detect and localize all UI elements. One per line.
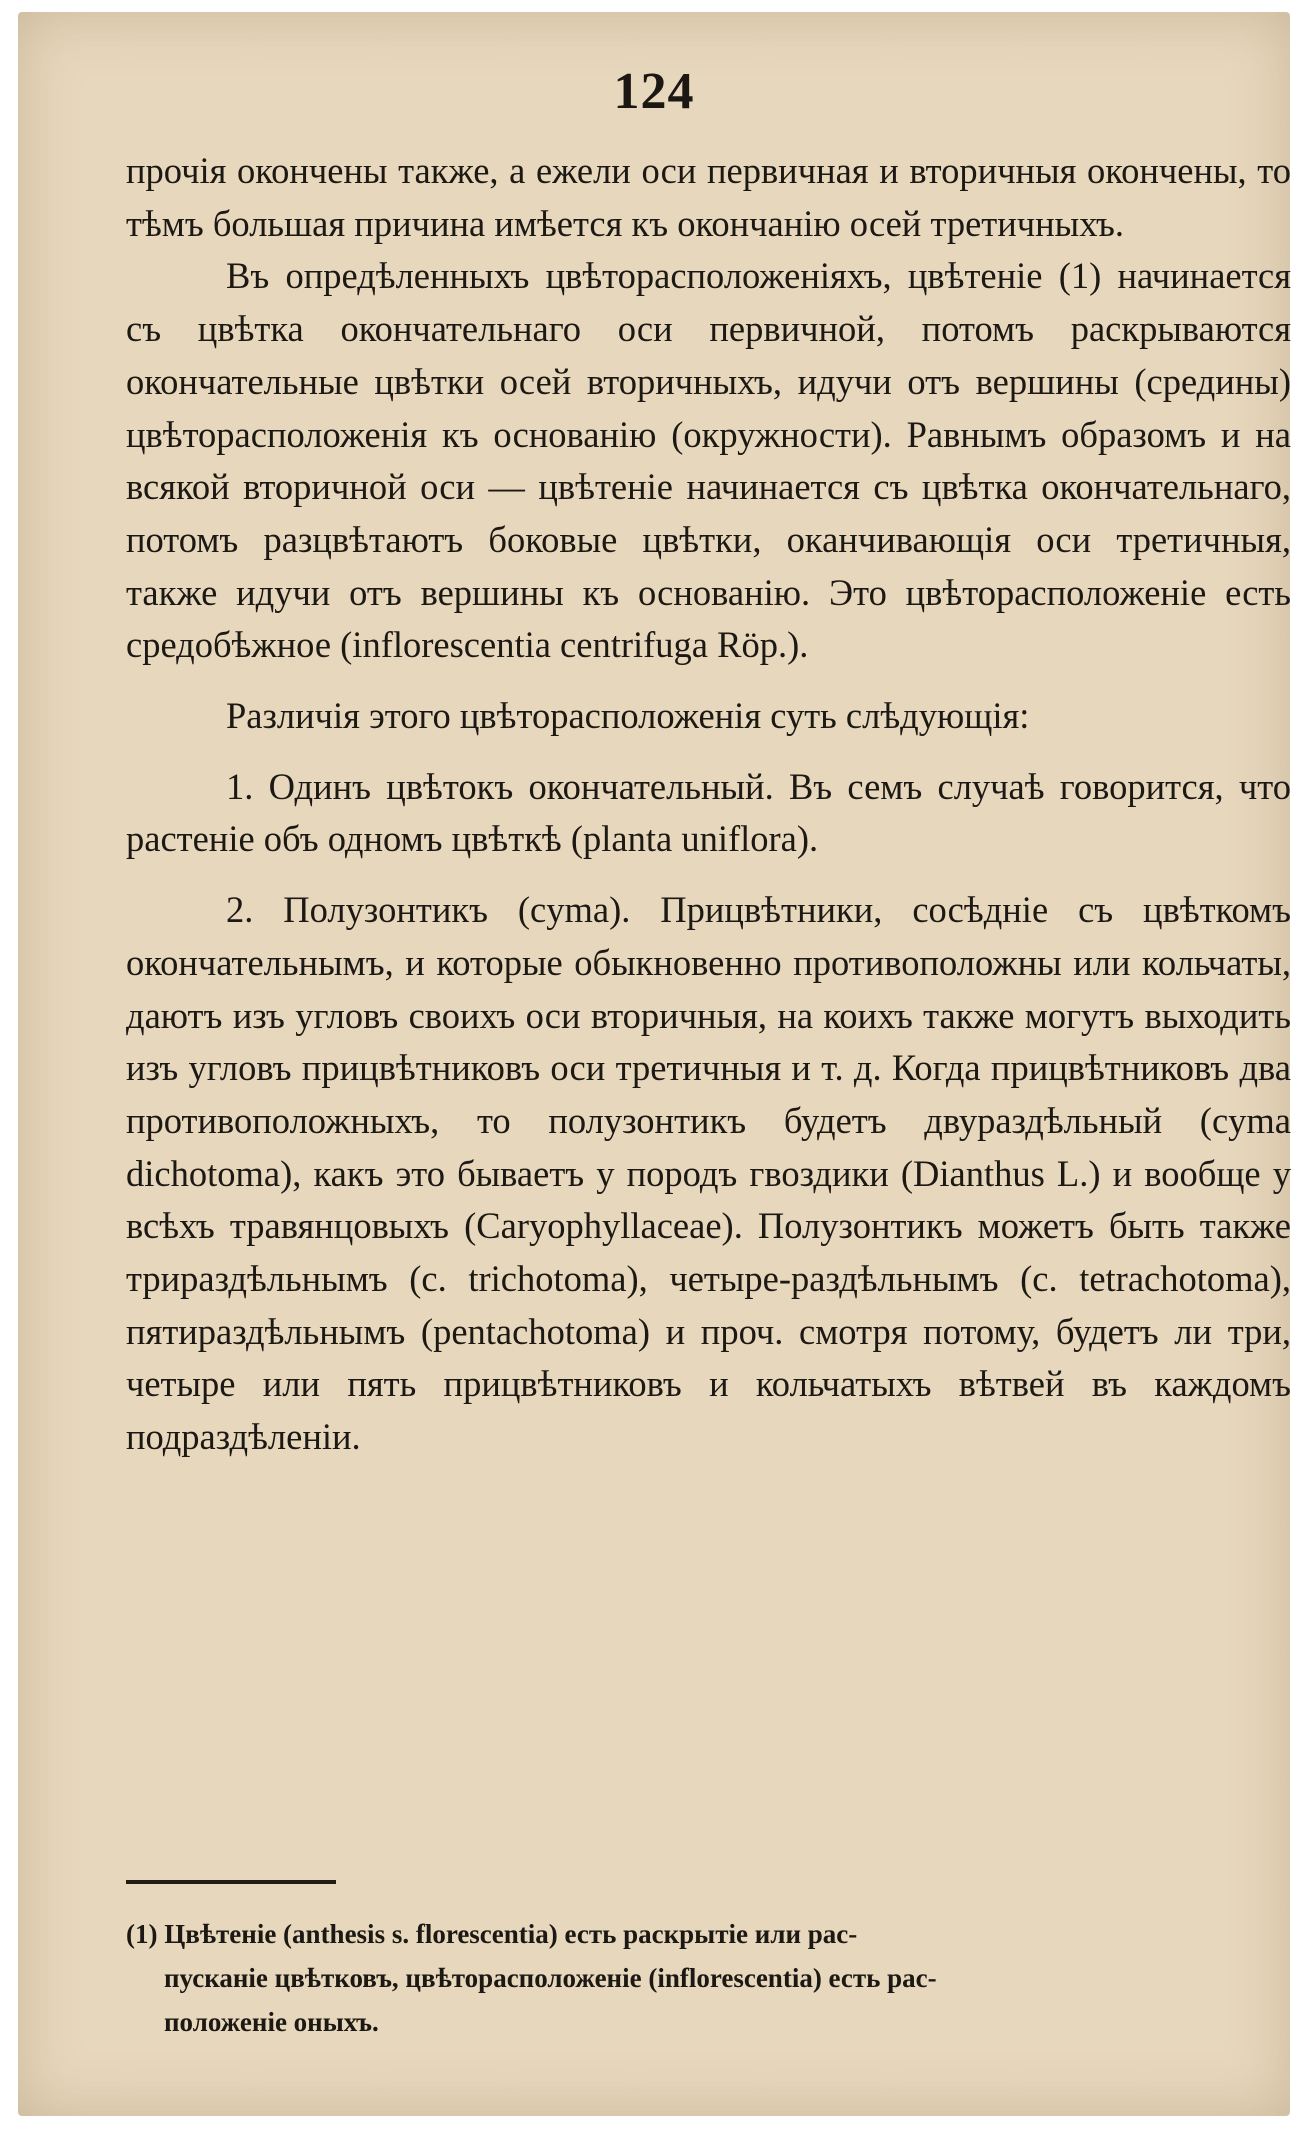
paragraph-anthesis: Въ опредѣленныхъ цвѣторасположеніяхъ, цвѣтеніе (1) начинается съ цвѣтка окончательнаго оси первичной, потомъ раскрываются окончательные цвѣтки осей вторичныхъ, идучи отъ вершины (средины) цвѣторасположенія къ основанію (окружности). Равнымъ образомъ и на всякой вторичной оси — цвѣтеніе начинается съ цвѣтка окончательнаго, потомъ разцвѣтаютъ боковые цвѣтки, оканчивающія оси третичныя, также идучи отъ вершины къ основанію. Это цвѣторасположеніе есть средобѣжное (inflorescentia centrifuga Röp.). — [126, 255, 1291, 666]
footnote-line: положеніе оныхъ. — [164, 2007, 379, 2037]
footnote — [126, 1912, 1291, 2044]
paragraph-item-2: 2. Полузонтикъ (cyma). Прицвѣтники, сосѣдніе съ цвѣткомъ окончательнымъ, и которые обыкновенно противоположны или кольчаты, даютъ изъ угловъ своихъ оси вторичныя, на коихъ также могутъ выходить изъ угловъ прицвѣтниковъ оси третичныя и т. д. Когда прицвѣтниковъ два противоположныхъ, то полузонтикъ будетъ двураздѣльный (cyma dichotoma), какъ это бываетъ у породъ гвоздики (Dianthus L.) и вообще у всѣхъ травянцовыхъ (Caryophyllaceae). Полузонтикъ можетъ быть также трираздѣльнымъ (c. trichotoma), четыре-раздѣльнымъ (c. tetrachotoma), пятираздѣльнымъ (pentachotoma) и проч. смотря потому, будетъ ли три, четыре или пять прицвѣтниковъ и кольчатыхъ вѣтвей въ каждомъ подраздѣленіи. — [126, 889, 1291, 1458]
footnote-line: (1) Цвѣтеніе (anthesis s. florescentia) есть раскрытіе или рас- — [126, 1919, 858, 1949]
main-text — [126, 145, 1291, 1464]
page-number: 124 — [613, 63, 695, 120]
paragraph-continuation: прочія окончены также, а ежели оси первичная и вторичныя окончены, то тѣмъ большая причина имѣется къ окончанію осей третичныхъ. — [126, 150, 1291, 244]
paragraph-differences-intro: Различія этого цвѣторасположенія суть слѣдующія: — [226, 695, 1030, 737]
paragraph-item-1: 1. Одинъ цвѣтокъ окончательный. Въ семъ случаѣ говорится, что растеніе объ одномъ цвѣткѣ (planta uniflora). — [126, 765, 1291, 860]
footnote-divider — [126, 1880, 336, 1884]
footnote-line: пусканіе цвѣтковъ, цвѣторасположеніе (inflorescentia) есть рас- — [164, 1963, 937, 1993]
book-page — [18, 12, 1290, 2116]
